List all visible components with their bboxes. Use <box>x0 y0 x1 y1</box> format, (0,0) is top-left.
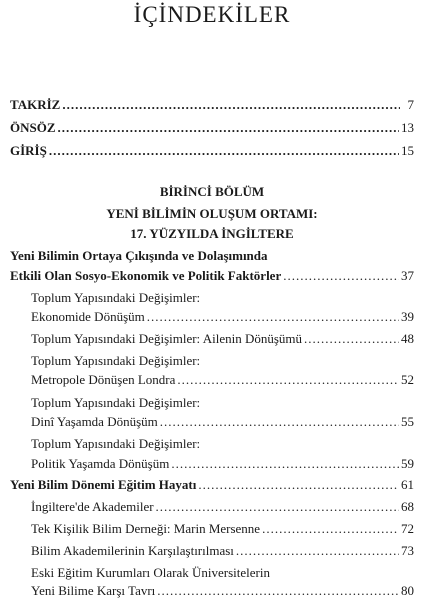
toc-entry-page: 48 <box>401 331 414 346</box>
toc-entry-takriz[interactable] <box>10 97 414 113</box>
sub-entry-line1[interactable]: Toplum Yapısındaki Değişimler: <box>31 353 201 368</box>
toc-entry-chapter2[interactable] <box>10 477 414 493</box>
leader-dots <box>147 309 399 325</box>
toc-entry-label: Etkili Olan Sosyo-Ekonomik ve Politik Faktörler <box>10 268 282 283</box>
sub-entry-line1[interactable]: Eski Eğitim Kurumları Olarak Üniversitelerin <box>31 565 270 580</box>
toc-subentry[interactable] <box>31 499 414 515</box>
toc-entry-onsoz[interactable] <box>10 120 414 136</box>
toc-entry-page: 68 <box>401 499 414 514</box>
leader-dots <box>160 414 399 430</box>
toc-subentry[interactable] <box>31 331 414 347</box>
toc-entry-label: Politik Yaşamda Dönüşüm <box>31 456 170 471</box>
leader-dots <box>62 97 400 113</box>
chapter-title-line1[interactable]: Yeni Bilimin Ortaya Çıkışında ve Dolaşımında <box>10 248 268 263</box>
toc-entry-label: TAKRİZ <box>10 97 61 112</box>
leader-dots <box>304 331 399 347</box>
toc-subentry[interactable] <box>31 414 414 430</box>
toc-entry-page: 39 <box>401 309 414 324</box>
toc-entry-label: Metropole Dönüşen Londra <box>31 372 176 387</box>
toc-entry-page: 80 <box>401 583 414 598</box>
toc-entry-page: 7 <box>407 97 414 112</box>
toc-entry-label: Yeni Bilim Dönemi Eğitim Hayatı <box>10 477 197 492</box>
toc-subentry[interactable] <box>31 583 414 599</box>
leader-dots <box>198 477 399 493</box>
toc-entry-label: Yeni Bilime Karşı Tavrı <box>31 583 156 598</box>
part-label: BİRİNCİ BÖLÜM <box>159 184 265 199</box>
leader-dots <box>49 143 399 159</box>
toc-entry-label: Ekonomide Dönüşüm <box>31 309 145 324</box>
toc-entry-label: Toplum Yapısındaki Değişimler: Ailenin Dönüşümü <box>31 331 303 346</box>
toc-entry-label: ÖNSÖZ <box>10 120 56 135</box>
toc-entry-label: Bilim Akademilerinin Karşılaştırılması <box>31 543 234 558</box>
sub-entry-line1[interactable]: Toplum Yapısındaki Değişimler: <box>31 395 201 410</box>
toc-subentry[interactable] <box>31 456 414 472</box>
toc-entry-chapter1[interactable] <box>10 268 414 284</box>
leader-dots <box>177 372 399 388</box>
leader-dots <box>236 543 399 559</box>
toc-entry-page: 61 <box>401 477 414 492</box>
leader-dots <box>157 583 399 599</box>
part-title-line2: 17. YÜZYILDA İNGİLTERE <box>130 226 294 241</box>
toc-entry-page: 55 <box>401 414 414 429</box>
leader-dots <box>156 499 399 515</box>
toc-entry-page: 15 <box>401 143 414 158</box>
toc-entry-label: Dinî Yaşamda Dönüşüm <box>31 414 158 429</box>
leader-dots <box>262 521 399 537</box>
part-title-line1: YENİ BİLİMİN OLUŞUM ORTAMI: <box>106 206 318 221</box>
toc-entry-page: 73 <box>401 543 414 558</box>
toc-entry-page: 37 <box>401 268 414 283</box>
toc-subentry[interactable] <box>31 372 414 388</box>
toc-entry-giris[interactable] <box>10 143 414 159</box>
leader-dots <box>283 268 399 284</box>
toc-subentry[interactable] <box>31 543 414 559</box>
toc-entry-page: 52 <box>401 372 414 387</box>
toc-entry-page: 72 <box>401 521 414 536</box>
toc-entry-label: Tek Kişilik Bilim Derneği: Marin Mersenne <box>31 521 261 536</box>
toc-entry-page: 13 <box>401 120 414 135</box>
toc-subentry[interactable] <box>31 521 414 537</box>
sub-entry-line1[interactable]: Toplum Yapısındaki Değişimler: <box>31 436 201 451</box>
toc-entry-label: İngiltere'de Akademiler <box>31 499 154 514</box>
page-title: İÇİNDEKİLER <box>133 2 291 27</box>
sub-entry-line1[interactable]: Toplum Yapısındaki Değişimler: <box>31 290 201 305</box>
leader-dots <box>171 456 399 472</box>
toc-entry-label: GİRİŞ <box>10 143 47 158</box>
leader-dots <box>58 120 399 136</box>
toc-entry-page: 59 <box>401 456 414 471</box>
toc-subentry[interactable] <box>31 309 414 325</box>
